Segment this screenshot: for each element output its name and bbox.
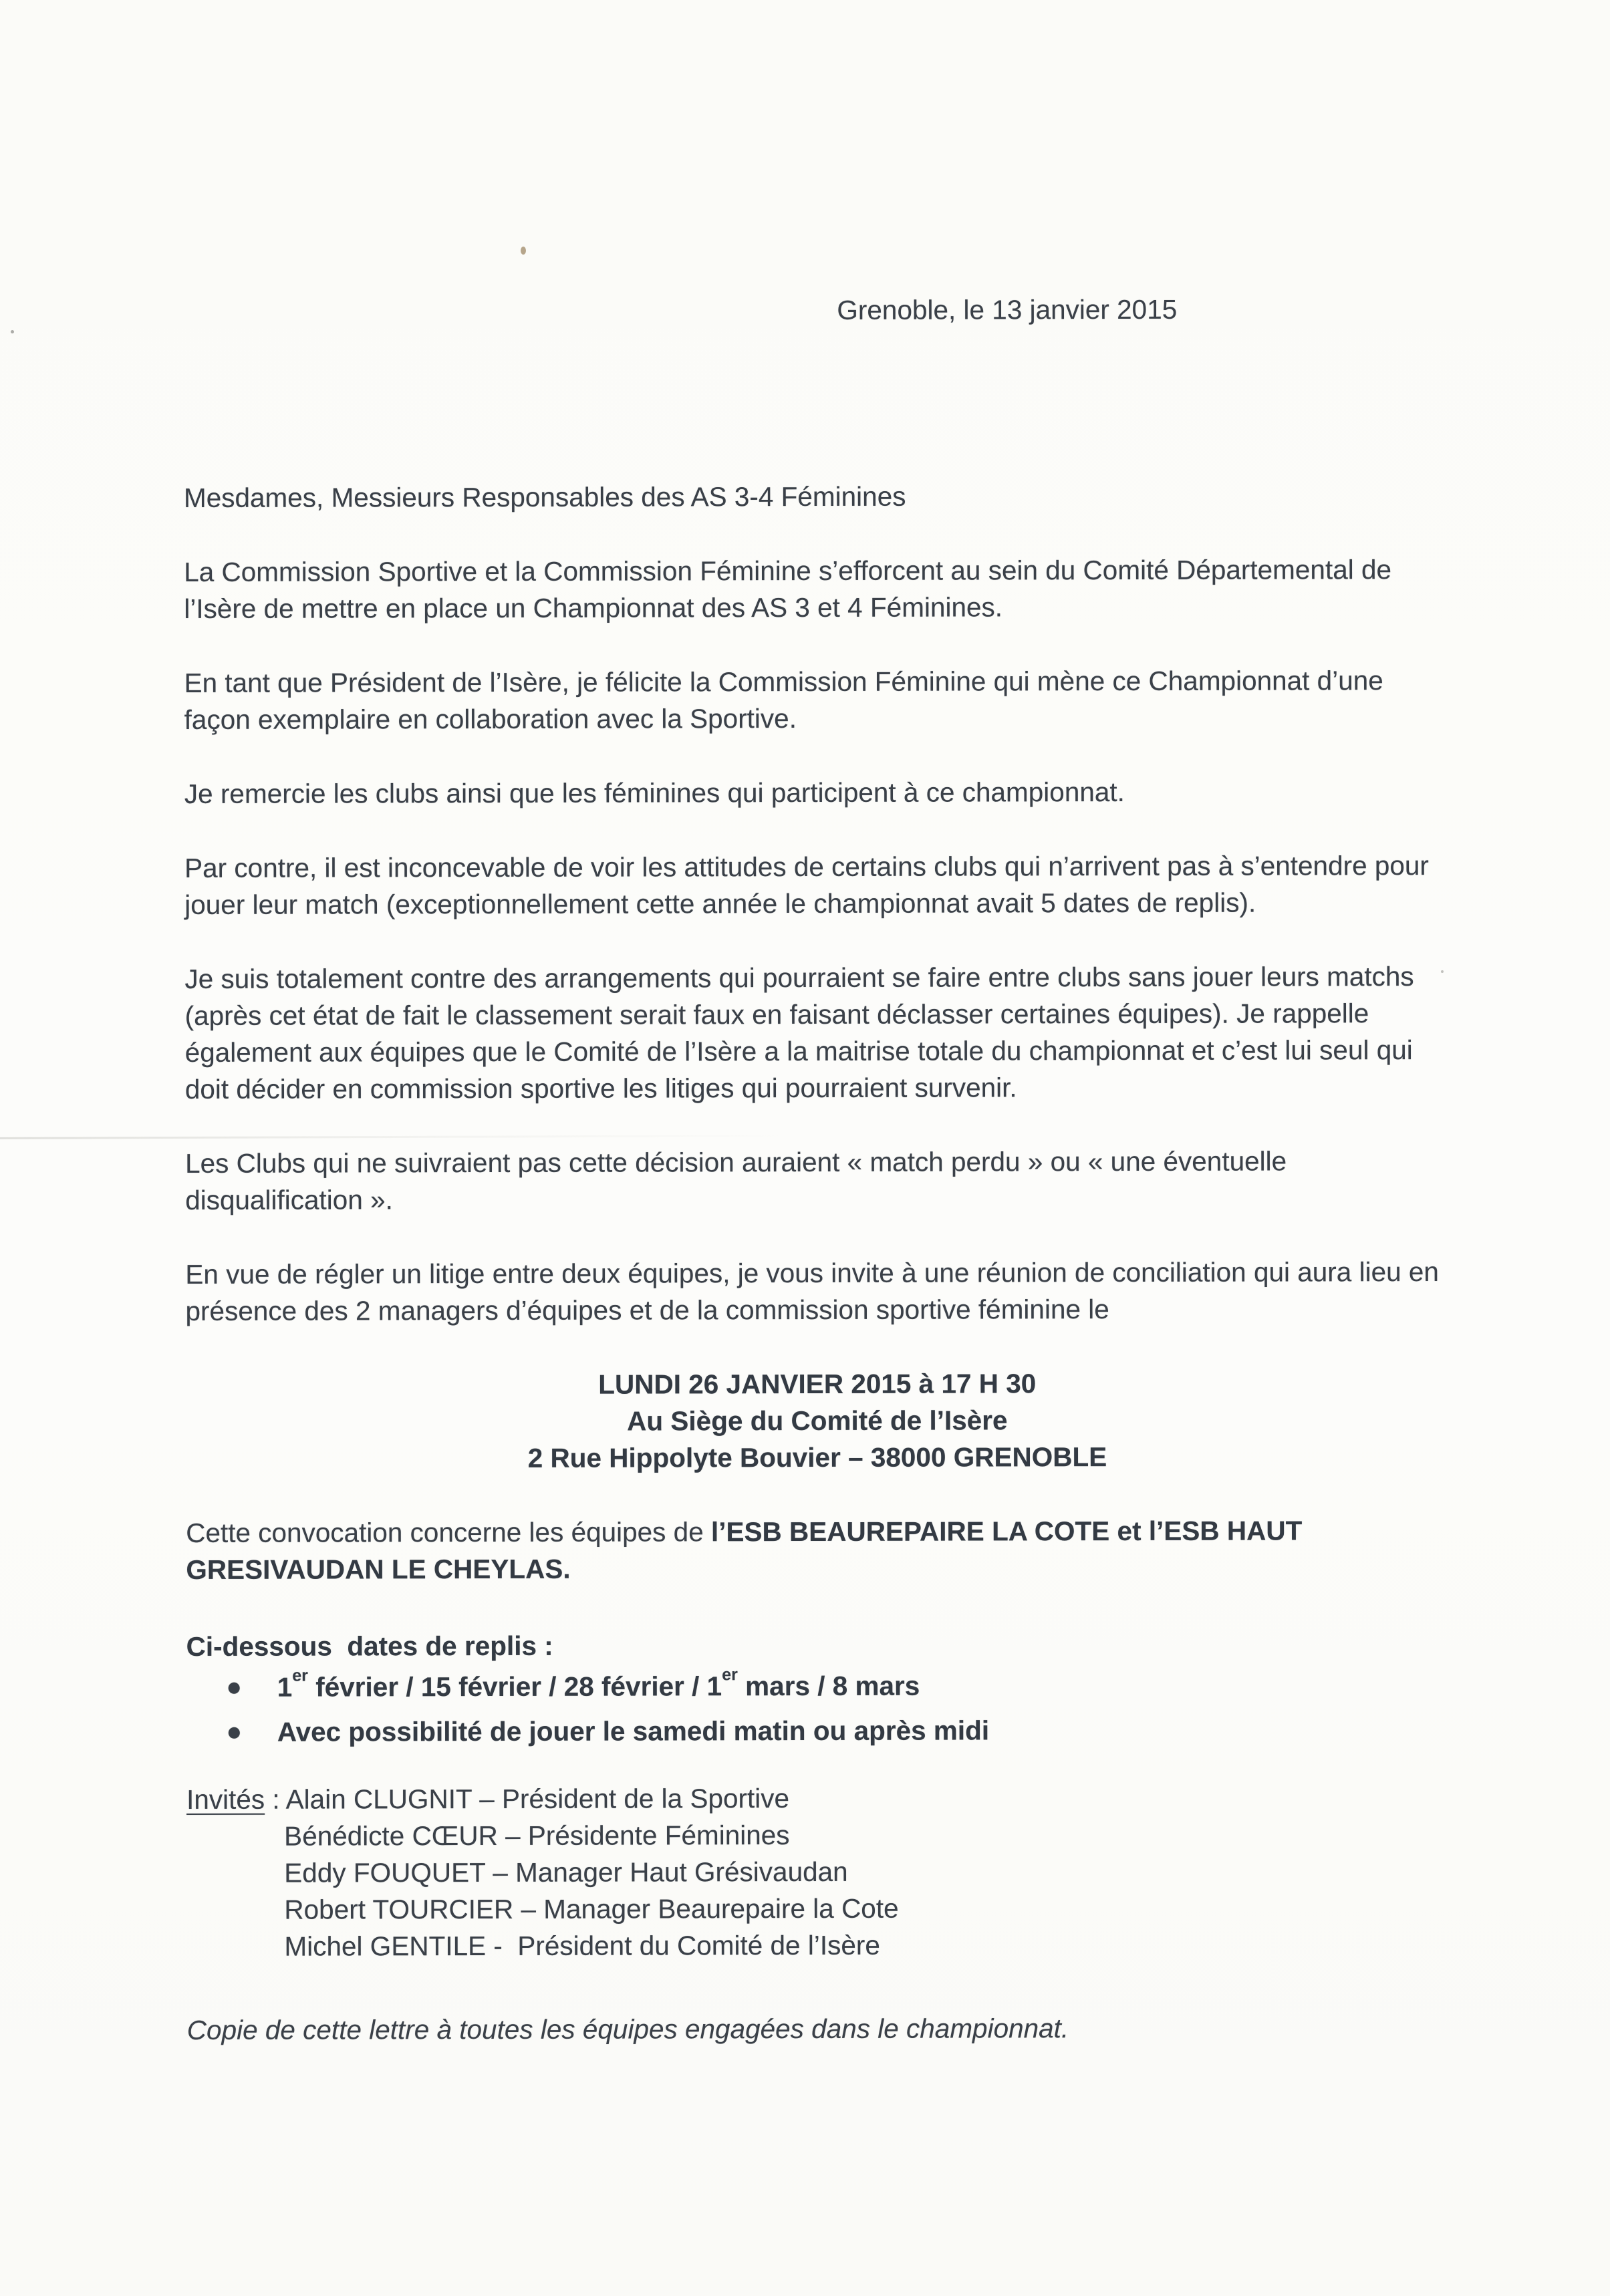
invitee-line: Michel GENTILE - Président du Comité de l’Isère [284,1929,880,1962]
convocation-paragraph [186,1512,1449,1588]
letter-body [184,477,1450,2049]
replis-saturday-text: Avec possibilité de jouer le samedi matin ou après midi [277,1715,990,1747]
meeting-venue: Au Siège du Comité de l’Isère [627,1405,1008,1437]
paragraph-par-contre: Par contre, il est inconcevable de voir les attitudes de certains clubs qui n’arrivent pas à s’entendre pour jouer leur match (exceptionnellement cette année le championnat avait 5 dates de replis). [184,850,1429,920]
meeting-datetime: LUNDI 26 JANVIER 2015 à 17 H 30 [598,1368,1037,1400]
paragraph-arrangements: Je suis totalement contre des arrangements qui pourraient se faire entre clubs sans jouer leurs matchs (après cet état de fait le classement serait faux en faisant déclasser certaines équipes). Je rappelle également aux équipes que le Comité de l’Isère a la maitrise totale du championnat et c’est lui seul qui doit décider en commission sportive les litiges qui pourraient survenir. [184,961,1414,1105]
invitee-name-title: Alain CLUGNIT – Président de la Sportive [285,1783,790,1815]
convocation-teams: l’ESB BEAUREPAIRE LA COTE et l’ESB HAUT GRESIVAUDAN LE CHEYLAS. [186,1515,1303,1585]
invitee-line [186,1779,1450,1818]
paragraph-sanctions: Les Clubs qui ne suivraient pas cette décision auraient « match perdu » ou « une éventuelle disqualification ». [184,1145,1287,1215]
bullet-icon [229,1727,240,1739]
paragraph-reunion-conciliation: En vue de régler un litige entre deux équipes, je vous invite à une réunion de conciliation qui aura lieu en présence des 2 managers d’équipes et de la commission sportive féminine le [185,1256,1439,1326]
meeting-details-block [186,1365,1449,1477]
replis-heading: Ci-dessous dates de replis : [186,1630,553,1662]
invitees-block [186,1779,1450,1965]
copy-note: Copie de cette lettre à toutes les équipes engagées dans le championnat. [186,2013,1069,2045]
invitee-line: Robert TOURCIER – Manager Beaurepaire la Cote [284,1892,899,1925]
replis-list [186,1667,1450,1751]
replis-saturday-item [186,1711,1450,1751]
replis-dates-item [186,1667,1450,1706]
convocation-intro: Cette convocation concerne les équipes de [186,1516,712,1548]
bullet-icon [229,1683,240,1694]
paragraph-commissions: La Commission Sportive et la Commission Féminine s’efforcent au sein du Comité Départemental de l’Isère de mettre en place un Championnat des AS 3 et 4 Féminines. [184,554,1392,624]
meeting-address: 2 Rue Hippolyte Bouvier – 38000 GRENOBLE [527,1441,1107,1473]
replis-dates-text: 1er février / 15 février / 28 février / 1er mars / 8 mars [277,1665,920,1703]
date-line: Grenoble, le 13 janvier 2015 [837,293,1178,325]
invitees-separator: : [265,1783,286,1815]
invitee-line: Eddy FOUQUET – Manager Haut Grésivaudan [284,1856,848,1888]
invitees-label: Invités [186,1783,265,1815]
invitee-line: Bénédicte CŒUR – Présidente Féminines [284,1820,790,1852]
salutation: Mesdames, Messieurs Responsables des AS 3-4 Féminines [183,480,906,513]
paragraph-remerciements: Je remercie les clubs ainsi que les féminines qui participent à ce championnat. [184,776,1125,809]
paragraph-president-felicitations: En tant que Président de l’Isère, je félicite la Commission Féminine qui mène ce Championnat d’une façon exemplaire en collaboration avec la Sportive. [184,665,1383,735]
